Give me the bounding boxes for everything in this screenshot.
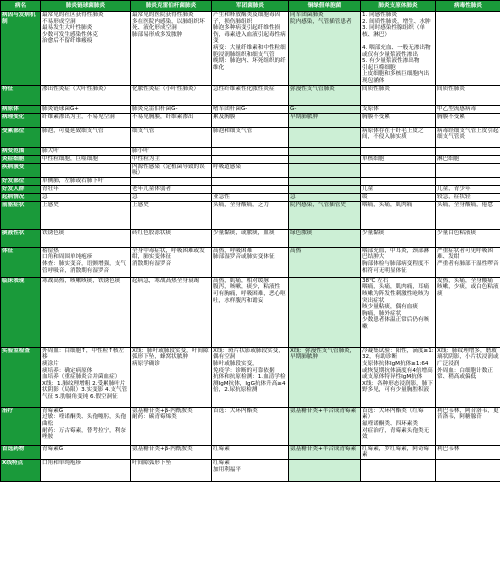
table-cell — [361, 163, 436, 177]
row-header: X线特点 — [1, 459, 41, 481]
table-cell: 急 — [131, 193, 212, 201]
table-row — [1, 247, 500, 277]
column-header: 肺炎链球菌肺炎 — [41, 1, 131, 12]
table-cell: 胸膜不受累 — [361, 113, 436, 127]
table-cell: 绿色脓痰 — [289, 229, 361, 247]
column-header: 病毒性肺炎 — [436, 1, 500, 12]
table-cell: 红霉素 — [212, 445, 289, 459]
row-header: 实验室检查 — [1, 347, 41, 407]
table-cell: 细支气管 — [131, 127, 212, 147]
table-row — [1, 155, 500, 163]
table-cell: 口角和单纯疱疹 — [41, 459, 131, 481]
table-cell: 肺小叶 — [131, 147, 212, 155]
table-cell — [289, 277, 361, 347]
table-cell: 单核细胞 — [361, 155, 436, 163]
table-cell: 不易见胸膜，纤维素渗出 — [131, 113, 212, 127]
table-cell: 间质性肺炎 — [436, 85, 500, 105]
table-cell: 氨基糖苷类+半合成青霉素 — [289, 445, 361, 459]
table-cell: 头痛，全身酸痛，乏力 — [212, 201, 289, 229]
table-row — [1, 163, 500, 177]
table-cell: 儿童 — [361, 185, 436, 193]
table-row — [1, 185, 500, 193]
table-cell: 利巴韦林 — [436, 445, 500, 459]
column-header: 病名 — [1, 1, 41, 12]
table-cell — [289, 177, 361, 185]
table-cell: 少量黏痰 — [361, 229, 436, 247]
table-cell: 淋巴细胞 — [436, 155, 500, 163]
table-cell: 单侧肺，左肺或右肺下叶 — [41, 177, 131, 185]
table-cell — [436, 163, 500, 177]
table-cell: 病毒经细支气管上皮引起细支气管炎 — [436, 127, 500, 147]
table-cell: 1. 同感性肺炎 2. 间质性肺炎，增生、水肿 3. 同时感染性腺组织（单核、淋巴） 4. 咽部充血、一般无渗出物或仅有少量浆液性渗出 5. 有少量浆液性渗出物 引起巨噬细胞 上皮细胞和多核巨细胞内出现包涵体 — [361, 12, 436, 86]
table-row — [1, 459, 500, 481]
table-cell: 高热，肌痛，相对缓脉 腹泻，咳嗽，痰少，粘液性 可有胸痛，呼吸困难，恶心呕吐，水样腹泻和谵妄 — [212, 277, 289, 347]
table-cell: X线：弥漫性支气管肺炎，早期肺脓肿 — [289, 347, 361, 407]
table-cell: 胸膜不受累 — [436, 113, 500, 127]
table-cell: 纤维素渗出为主，不易见空洞 — [41, 113, 131, 127]
table-row — [1, 347, 500, 407]
table-cell: 同军团菌肺炎 院内感染，气管插管患者 — [289, 12, 361, 86]
table-row — [1, 201, 500, 229]
table-cell — [436, 147, 500, 155]
row-header: 好发人群 — [1, 185, 41, 193]
table-cell: X线：肺叶或肺段实变，叶间隙弧形下坠，蜂窝状脓肿 病原学确诊 — [131, 347, 212, 407]
table-row — [1, 445, 500, 459]
table-cell — [131, 177, 212, 185]
table-cell: 氨基糖苷类+半合成青霉素 — [289, 407, 361, 445]
table-row — [1, 177, 500, 185]
table-cell: 青霉素G 过敏：喹诺酮类、头孢噻肟，头孢曲松 耐药：万古霉素，替考拉宁，利奈唑胺 — [41, 407, 131, 445]
table-cell — [289, 459, 361, 481]
row-header: 痰液性状 — [1, 229, 41, 247]
table-cell: 累及胸膜 — [212, 113, 289, 127]
table-cell: 上感史 — [131, 201, 212, 229]
table-cell: 起病急，寒战高热全身衰竭 — [131, 277, 212, 347]
table-cell: 38℃ 左右 咽痛，头痛，肌肉痛，耳痛 咳嗽为阵发性刺激性呛咳为突出症状 咳少量粘痰，偶有血痰 胸痛，肺外症状 少数患者体温正常后仍有咳嗽 — [361, 277, 436, 347]
table-cell: 儿童，青少年 — [436, 185, 500, 193]
table-cell: 冷凝集试验：阳性，滴度≥1:32，有助诊断 支原体抗体IgM抗体≥1:64或恢复期抗体滴度有4倍增高 或支原体特异性IgM抗体 X线：各种形态浸润影，肺下野多见，可有少量胸腔积液 — [361, 347, 436, 407]
table-cell: 少量白色粘液痰 — [436, 229, 500, 247]
table-cell: 高热，呼吸困难 肺部湿罗音或肺实变体征 — [212, 247, 289, 277]
table-body — [1, 12, 500, 482]
table-cell: 间质性肺炎 — [361, 85, 436, 105]
table-cell: 化脓性炎症（小叶性肺炎） — [131, 85, 212, 105]
table-cell: 高热 — [289, 247, 361, 277]
table-row — [1, 407, 500, 445]
table-cell — [436, 12, 500, 86]
table-cell — [212, 147, 289, 155]
table-cell — [289, 185, 361, 193]
row-header: 炎症细胞 — [1, 155, 41, 163]
table-cell: 呼吸道感染 — [212, 163, 289, 177]
table-cell: 严重症状者可见呼吸困难、发绀 严重者有肺部干湿性啰音 — [436, 247, 500, 277]
table-cell: 较急，症状轻 — [436, 193, 500, 201]
table-cell: 氨基糖苷类+β-内酰胺类 — [131, 445, 212, 459]
table-cell: 少量黏痰，或脓痰，血痰 — [212, 229, 289, 247]
header-row — [1, 1, 500, 12]
table-cell — [436, 177, 500, 185]
table-cell: 首选：大环内酯类 — [212, 407, 289, 445]
table-cell — [361, 177, 436, 185]
table-row — [1, 277, 500, 347]
table-cell — [361, 147, 436, 155]
row-header: 体征 — [1, 247, 41, 277]
column-header: 铜绿假单胞菌 — [289, 1, 361, 12]
row-header: 首选药物 — [1, 445, 41, 459]
table-cell: 中性粒为主 — [131, 155, 212, 163]
table-cell: 叶间隙弧形下坠 — [131, 459, 212, 481]
table-cell: 早期肺脓肿 — [289, 113, 361, 127]
row-header: 疾病演变 — [1, 163, 41, 177]
row-header: 受累部位 — [1, 127, 41, 147]
table-row — [1, 113, 500, 127]
table-cell — [289, 163, 361, 177]
table-cell — [361, 459, 436, 481]
table-cell: 支原体 — [361, 105, 436, 113]
table-row — [1, 85, 500, 105]
table-cell: 急 — [41, 193, 131, 201]
table-cell: 全身中毒症状，呼吸困难或发绀，肺实变体征 消散期有湿罗音 — [131, 247, 212, 277]
table-cell — [212, 185, 289, 193]
table-cell: 产生和释放酶类及细胞毒因子，损伤肺组织 肺泡多种病变引起纤维性损伤，毒素进入血液引起毒性病变 病变：大量纤维素和中性粒细胞浸润肺组织和细支气管 晚期：肺泡内、坏死组织的纤维化 — [212, 12, 289, 86]
table-cell — [212, 155, 289, 163]
table-cell: X线：肺纹理增多，磨玻璃状阴影，小片状浸润或广泛浸润 外周血：白细胞计数正常、稍高或偏低 — [436, 347, 500, 407]
row-header: 好发部位 — [1, 177, 41, 185]
table-cell — [436, 459, 500, 481]
table-cell: 咽部充血，中耳炎，颈部淋巴结肿大 胸部体检与肺部病变程度不相符可无明显体征 — [361, 247, 436, 277]
table-cell: 砖红色胶冻状痰 — [131, 229, 212, 247]
row-header: 病理变化 — [1, 113, 41, 127]
table-cell — [289, 155, 361, 163]
row-header: 起病情况 — [1, 193, 41, 201]
table-cell: 上感史 — [41, 201, 131, 229]
table-cell: 院内感染，气管插管史 — [289, 201, 361, 229]
table-row — [1, 127, 500, 147]
row-header: 病变范围 — [1, 147, 41, 155]
table-cell: 急性纤维素性化脓性炎症 — [212, 85, 289, 105]
table-cell — [289, 147, 361, 155]
row-header: 特征 — [1, 85, 41, 105]
table-cell: 急 — [289, 193, 361, 201]
table-cell: 首选：大环内酯类（红霉素） 氟喹诺酮类、四环素类 对症治疗，青霉素头孢类无效 — [361, 407, 436, 445]
table-cell: 甲乙型流感病毒 — [436, 105, 500, 113]
table-cell: 肺泡和细支气管 — [212, 127, 289, 147]
table-cell: 内源性感染（定植菌导致的误吸） — [131, 163, 212, 177]
table-cell — [289, 127, 361, 147]
column-header: 肺炎克雷伯杆菌肺炎 — [131, 1, 212, 12]
table-cell: 肺炎链球菌G+ — [41, 105, 131, 113]
table-cell: 老年儿童体弱者 — [131, 185, 212, 193]
table-row — [1, 12, 500, 86]
table-cell: 最常见的医院获得性肺炎 多在医院内感染，以肺组织坏死、液化形成空洞 肺部易形成多发脓肿 — [131, 12, 212, 86]
table-cell: 寒战高热，咳嗽咳痰，铁锈色痰 — [41, 277, 131, 347]
column-header: 肺炎支原体肺炎 — [361, 1, 436, 12]
table-row — [1, 229, 500, 247]
table-header — [1, 1, 500, 12]
table-cell: 肺炎克雷伯杆菌G- — [131, 105, 212, 113]
table-cell: 缓 — [361, 193, 436, 201]
table-row — [1, 147, 500, 155]
table-cell: 弥漫性支气管肺炎 — [289, 85, 361, 105]
table-row — [1, 105, 500, 113]
table-row — [1, 193, 500, 201]
table-cell: 肺泡，可蔓延致细支气管 — [41, 127, 131, 147]
table-cell: 稽留热 口角和周围单纯疱疹 体查：肺实变音，语颤增强，支气管呼吸音，消散期有湿罗音 — [41, 247, 131, 277]
table-cell: 肺大叶 — [41, 147, 131, 155]
table-cell: 青壮年 — [41, 185, 131, 193]
table-cell: 铁锈色痰 — [41, 229, 131, 247]
table-cell: 红霉素 加用利福平 — [212, 459, 289, 481]
table-cell: 嗜军团杆菌G- — [212, 105, 289, 113]
table-cell: 中性粒细胞，巨噬细胞 — [41, 155, 131, 163]
table-cell: X线：斑片状影或肺段实变，偶有空洞 肺叶或肺段实变， 免疫学：诊断的可靠依据 抗体和抗原检测：1.血清学检测IgM抗体，IgG抗体升高≥4倍，2.尿抗原检测 — [212, 347, 289, 407]
table-cell: 氨基糖苷类+β-内酰胺类 耐药：碳青霉烯类 — [131, 407, 212, 445]
table-cell: 亚急性 — [212, 193, 289, 201]
table-cell: 红霉素，罗红霉素，阿奇霉素 — [361, 445, 436, 459]
row-header: 病原体 — [1, 105, 41, 113]
table-cell: 最常见的社区获得性肺炎 不易形成空洞 最易发生大叶性肺炎 少数可发生感染性休克 治愈后不留纤维瘢痕 — [41, 12, 131, 86]
row-header: 前驱症状 — [1, 201, 41, 229]
column-header: 军团菌肺炎 — [212, 1, 289, 12]
table-cell: 咽痛，头痛，肌肉痛 — [361, 201, 436, 229]
row-header: 临床表现 — [1, 277, 41, 347]
table-cell: 利巴韦林，阿昔洛韦，更昔洛韦，阿糖腺苷 — [436, 407, 500, 445]
table-cell — [41, 163, 131, 177]
table-cell — [212, 177, 289, 185]
table-cell: 头痛，全身酸痛，倦怠 — [436, 201, 500, 229]
table-cell: 外周血：白细胞↑，中性粒↑核左移 痰涂片 痰培养：确定病原体 血培养（重症肺炎合并菌血症） X线：1.肺纹理增粗 2.受累肺叶片状阴影（局限）3.实变影 4.支气管气征 5.肋膈角变钝 6.假空洞征 — [41, 347, 131, 407]
table-cell: 发热，头痛，全身酸痛 咳嗽，少痰，或白色粘液痰 — [436, 277, 500, 347]
table-cell: G- — [289, 105, 361, 113]
table-cell: 青霉素G — [41, 445, 131, 459]
table-cell: 病原体存在于纤毛上皮之间，不侵入肺实质 — [361, 127, 436, 147]
table-cell: 渗出性炎症（大叶性肺炎） — [41, 85, 131, 105]
row-header: 病因与发病机制 — [1, 12, 41, 86]
row-header: 治疗 — [1, 407, 41, 445]
